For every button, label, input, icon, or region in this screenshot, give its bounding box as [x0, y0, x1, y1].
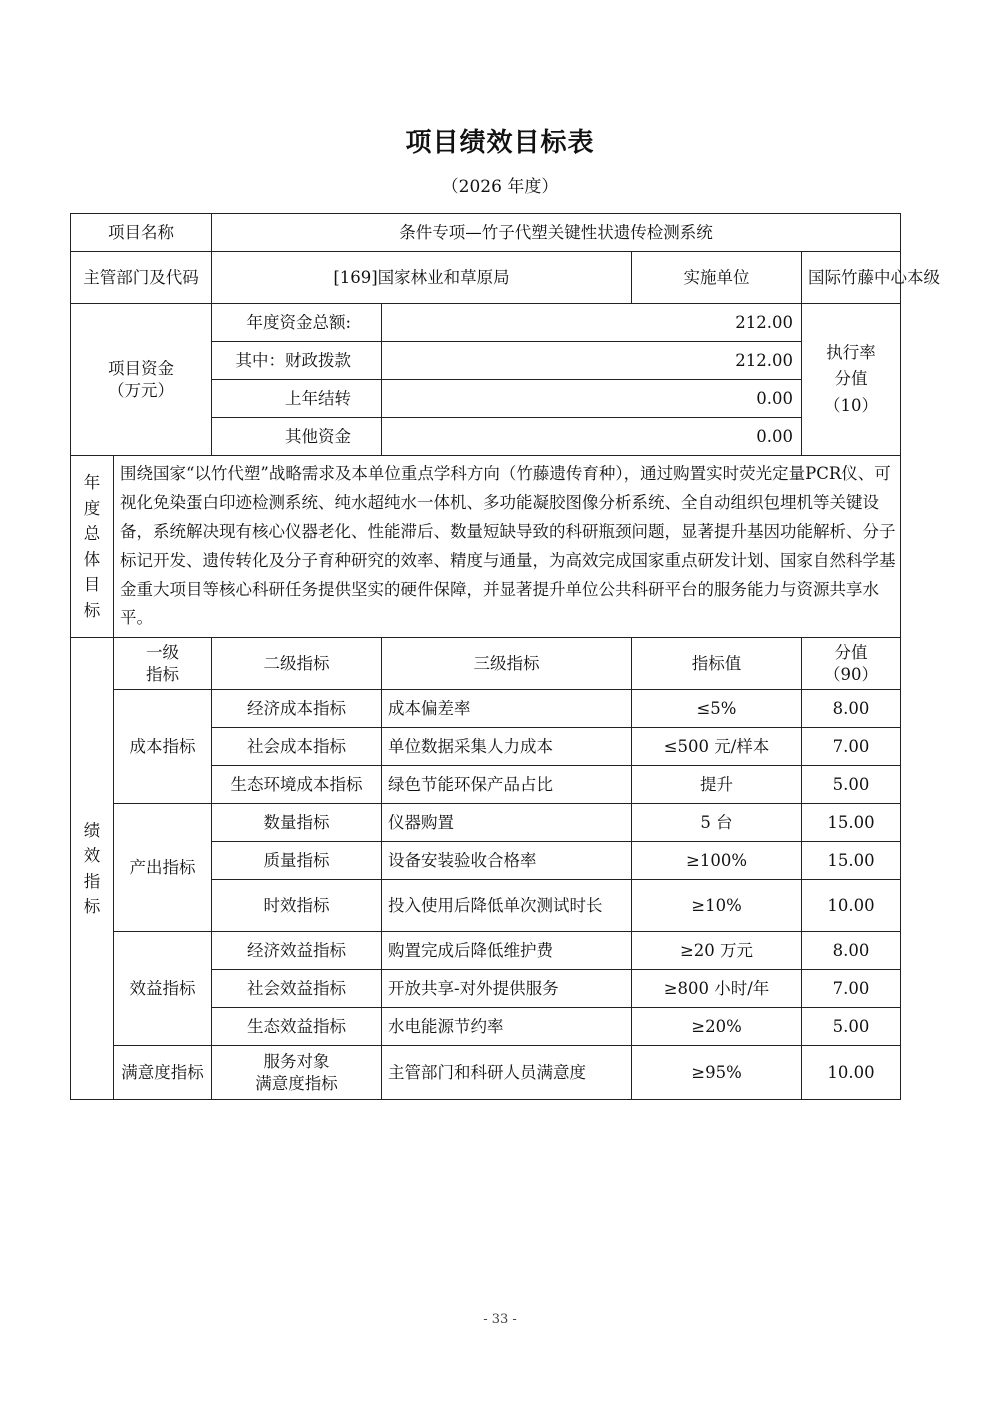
page-number: - 33 -: [483, 1312, 517, 1327]
value-cell: ≥20%: [632, 1008, 802, 1046]
header-level3: 三级指标: [382, 638, 632, 690]
funds-label: 项目资金 （万元）: [71, 304, 212, 456]
level3-cell: 仪器购置: [382, 804, 632, 842]
funds-row-label: 其中：财政拨款: [212, 342, 382, 380]
score-cell: 7.00: [802, 970, 901, 1008]
table-row: [71, 252, 901, 304]
funds-row-label: 其他资金: [212, 418, 382, 456]
funds-row-label: 上年结转: [212, 380, 382, 418]
level1-cell: 成本指标: [114, 690, 212, 804]
level1-cell: 满意度指标: [114, 1046, 212, 1100]
page-title: 项目绩效目标表: [405, 128, 595, 158]
page-subtitle: （2026 年度）: [441, 177, 559, 197]
score-cell: 15.00: [802, 804, 901, 842]
perf-indicator-label: 绩 效 指 标: [71, 638, 114, 1100]
level2-cell: 经济成本指标: [212, 690, 382, 728]
level3-cell: 投入使用后降低单次测试时长: [382, 880, 632, 932]
header-level2: 二级指标: [212, 638, 382, 690]
table-row: [71, 1046, 901, 1100]
level2-cell: 经济效益指标: [212, 932, 382, 970]
header-level1: 一级 指标: [114, 638, 212, 690]
header-value: 指标值: [632, 638, 802, 690]
level3-cell: 主管部门和科研人员满意度: [382, 1046, 632, 1100]
funds-row-label: 年度资金总额:: [212, 304, 382, 342]
level2-cell: 生态环境成本指标: [212, 766, 382, 804]
unit-value: 国际竹藤中心本级: [802, 252, 901, 304]
exec-rate-label: 执行率 分值 （10）: [802, 304, 901, 456]
annual-goal-text: 围绕国家“以竹代塑”战略需求及本单位重点学科方向（竹藤遗传育种），通过购置实时荧光定量PCR仪、可视化免染蛋白印迹检测系统、纯水超纯水一体机、多功能凝胶图像分析系统、全自动组织包埋机等关键设备，系统解决现有核心仪器老化、性能滞后、数量短缺导致的科研瓶颈问题，显著提升基因功能解析、分子标记开发、遗传转化及分子育种研究的效率、精度与通量，为高效完成国家重点研发计划、国家自然科学基金重大项目等核心科研任务提供坚实的硬件保障，并显著提升单位公共科研平台的服务能力与资源共享水平。: [114, 456, 901, 638]
score-cell: 5.00: [802, 1008, 901, 1046]
table-row: [71, 304, 901, 342]
project-name-value: 条件专项—竹子代塑关键性状遗传检测系统: [212, 214, 901, 252]
table-row: [71, 690, 901, 728]
value-cell: ≤500 元/样本: [632, 728, 802, 766]
header-score: 分值 （90）: [802, 638, 901, 690]
value-cell: ≤5%: [632, 690, 802, 728]
score-cell: 10.00: [802, 1046, 901, 1100]
level1-cell: 效益指标: [114, 932, 212, 1046]
value-cell: ≥95%: [632, 1046, 802, 1100]
level3-cell: 水电能源节约率: [382, 1008, 632, 1046]
table-row: [71, 456, 901, 638]
score-cell: 8.00: [802, 932, 901, 970]
table-row: [71, 214, 901, 252]
score-cell: 10.00: [802, 880, 901, 932]
score-cell: 8.00: [802, 690, 901, 728]
level2-cell: 质量指标: [212, 842, 382, 880]
value-cell: 提升: [632, 766, 802, 804]
funds-row-value: 212.00: [382, 342, 802, 380]
level3-cell: 购置完成后降低维护费: [382, 932, 632, 970]
level2-cell: 社会效益指标: [212, 970, 382, 1008]
score-cell: 5.00: [802, 766, 901, 804]
funds-row-value: 0.00: [382, 418, 802, 456]
value-cell: ≥100%: [632, 842, 802, 880]
level2-cell: 时效指标: [212, 880, 382, 932]
value-cell: 5 台: [632, 804, 802, 842]
value-cell: ≥20 万元: [632, 932, 802, 970]
dept-label: 主管部门及代码: [71, 252, 212, 304]
score-cell: 7.00: [802, 728, 901, 766]
performance-goal-table: [70, 213, 940, 1100]
level2-cell: 服务对象 满意度指标: [212, 1046, 382, 1100]
score-cell: 15.00: [802, 842, 901, 880]
level3-cell: 开放共享-对外提供服务: [382, 970, 632, 1008]
table-row: [71, 932, 901, 970]
annual-goal-label: 年 度 总 体 目 标: [71, 456, 114, 638]
value-cell: ≥10%: [632, 880, 802, 932]
funds-row-value: 212.00: [382, 304, 802, 342]
unit-label: 实施单位: [632, 252, 802, 304]
level2-cell: 数量指标: [212, 804, 382, 842]
level3-cell: 单位数据采集人力成本: [382, 728, 632, 766]
table-row: [71, 638, 901, 690]
value-cell: ≥800 小时/年: [632, 970, 802, 1008]
level3-cell: 成本偏差率: [382, 690, 632, 728]
level2-cell: 生态效益指标: [212, 1008, 382, 1046]
dept-value: [169]国家林业和草原局: [212, 252, 632, 304]
level3-cell: 绿色节能环保产品占比: [382, 766, 632, 804]
level2-cell: 社会成本指标: [212, 728, 382, 766]
project-name-label: 项目名称: [71, 214, 212, 252]
table-row: [71, 804, 901, 842]
funds-row-value: 0.00: [382, 380, 802, 418]
level1-cell: 产出指标: [114, 804, 212, 932]
level3-cell: 设备安装验收合格率: [382, 842, 632, 880]
